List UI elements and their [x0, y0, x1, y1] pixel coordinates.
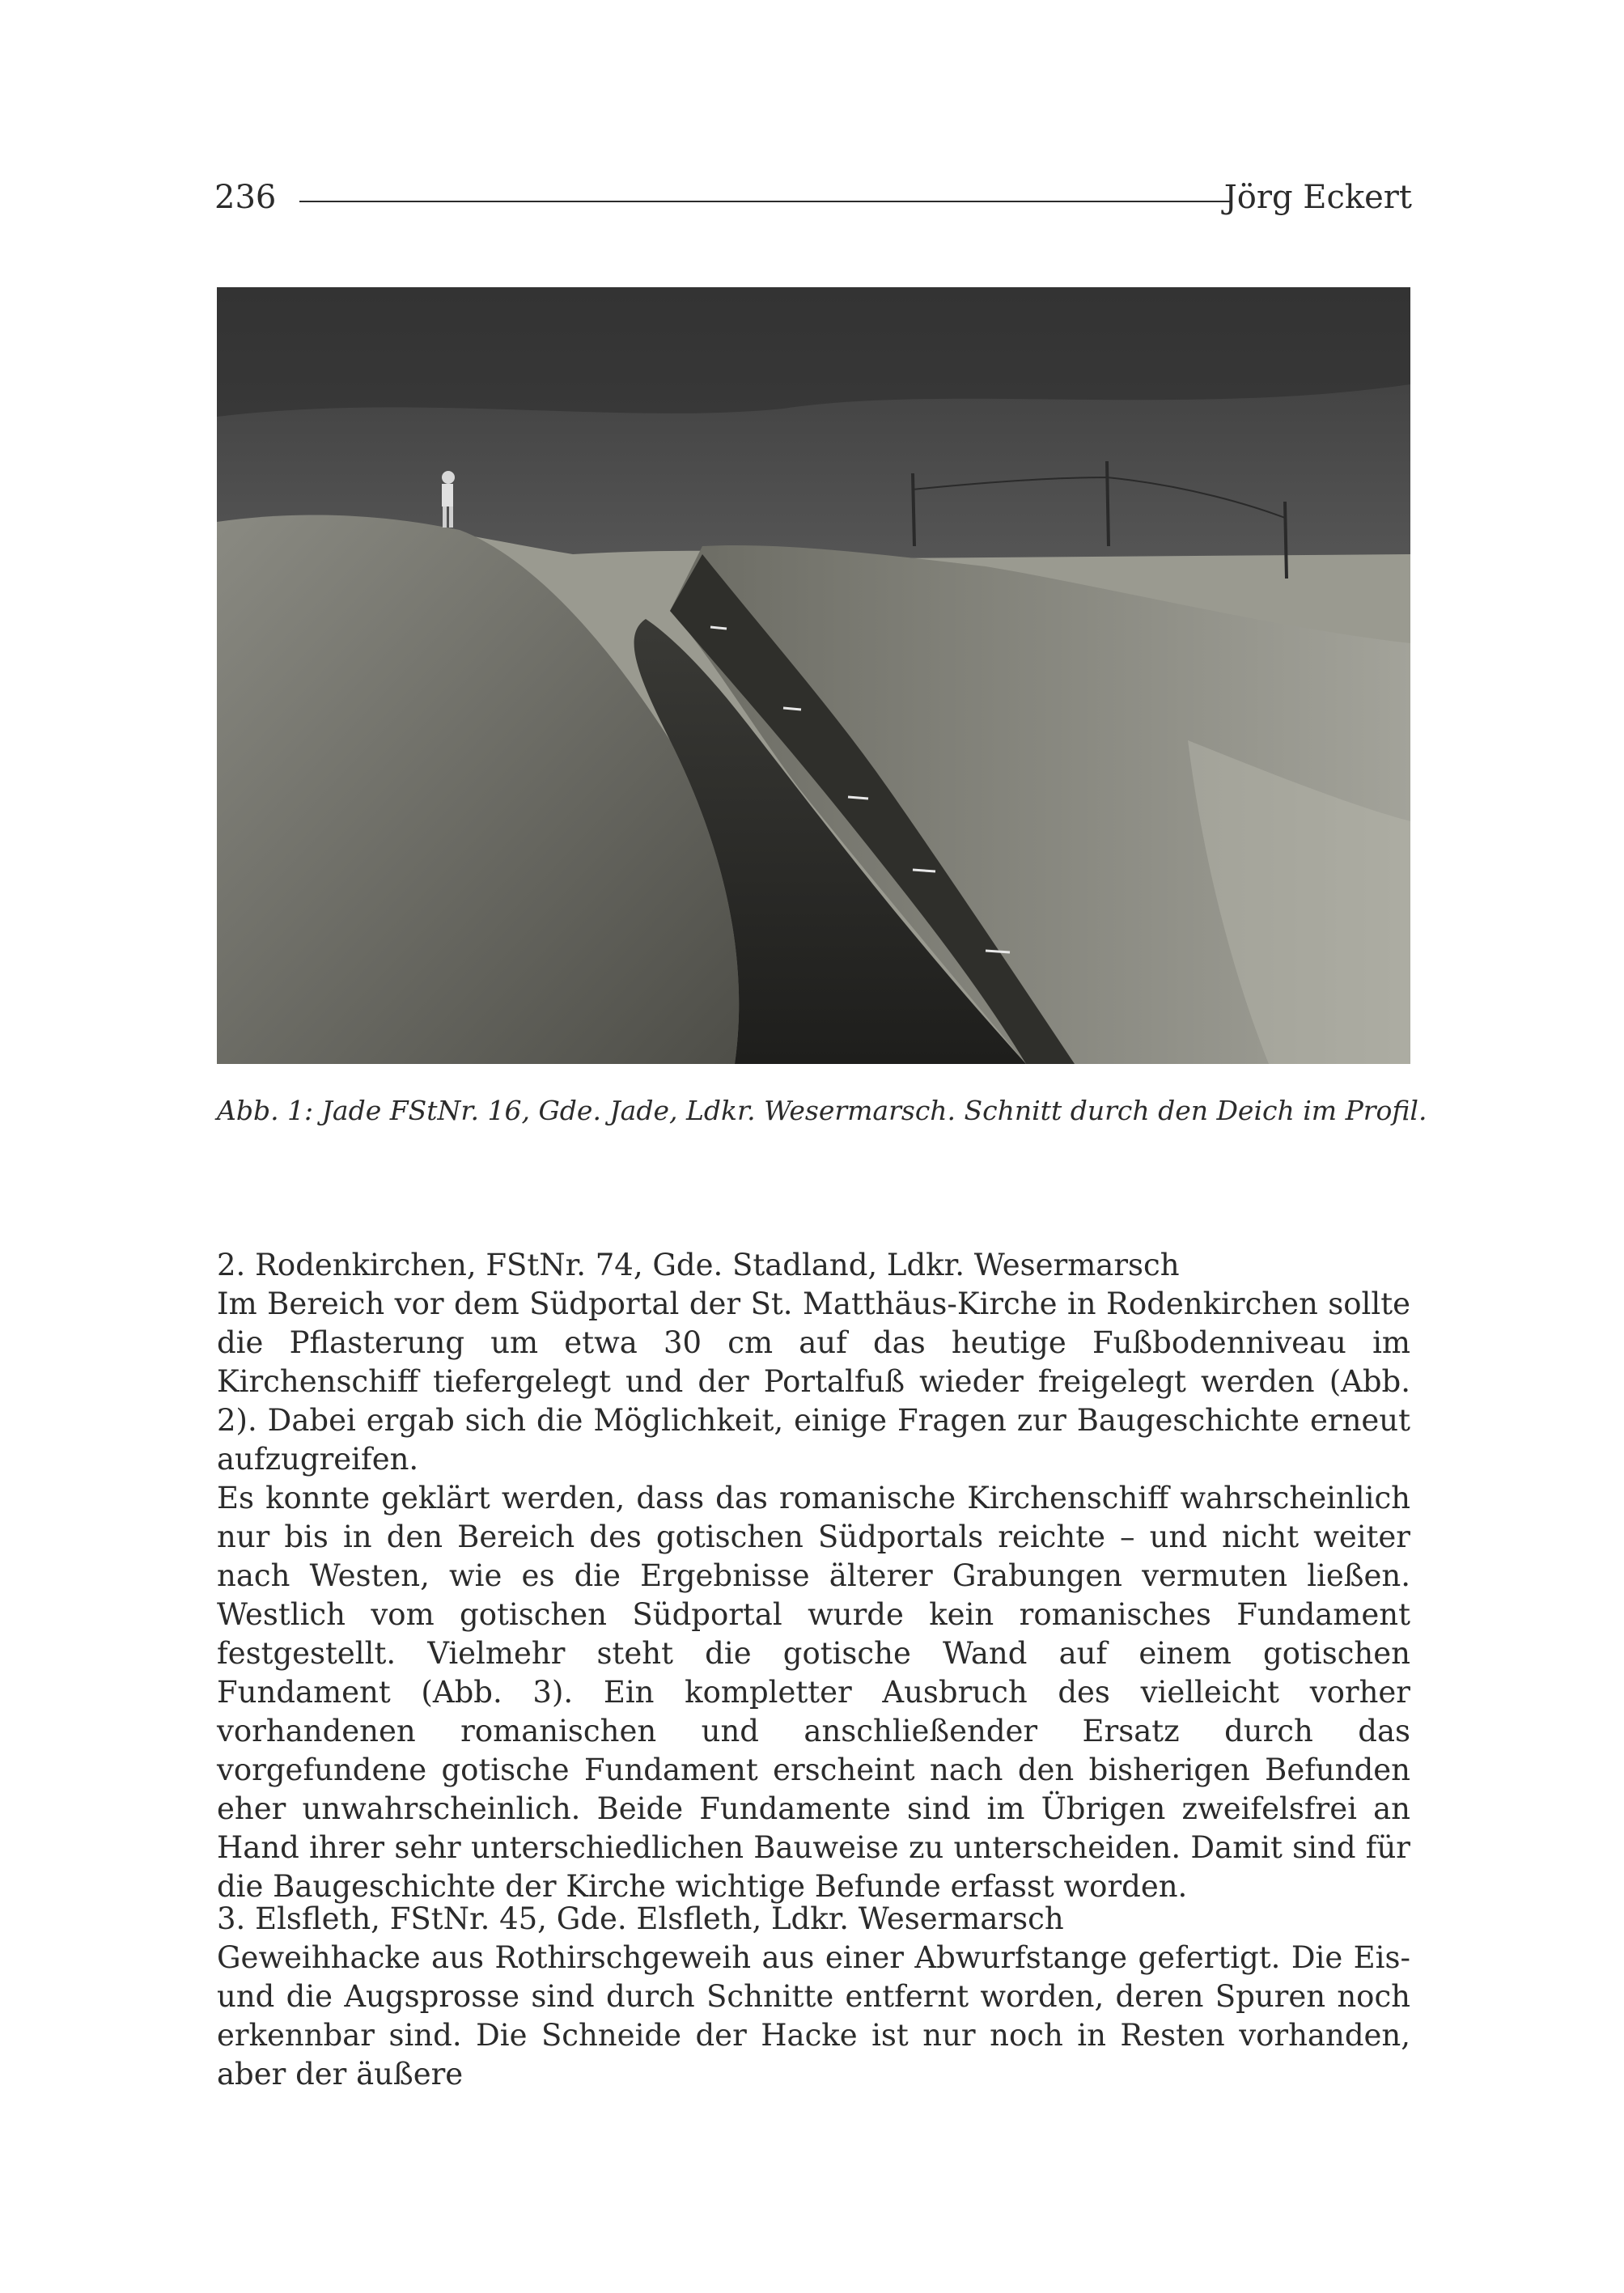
paragraph: Es konnte geklärt werden, dass das romanische Kirchenschiff wahrscheinlich nur bis in den Bereich des gotischen Südportals reichte – und nicht weiter nach Westen, wie es die Ergebnisse älterer Grabungen vermuten ließen. Westlich vom gotischen Südportal wurde kein romanisches Fundament festgestellt. Vielmehr steht die gotische Wand auf einem gotischen Fundament (Abb. 3). Ein kompletter Ausbruch des vielleicht vorher vorhandenen romanischen und anschließender Ersatz durch das vorgefundene gotische Fundament erscheint nach den bisherigen Befunden eher unwahrscheinlich. Beide Fundamente sind im Übrigen zweifelsfrei an Hand ihrer sehr unterschiedlichen Bauweise zu unterscheiden. Damit sind für die Baugeschichte der Kirche wichtige Befunde erfasst worden. [217, 1481, 1410, 1904]
section-rodenkirchen [217, 1246, 1410, 1906]
figure-caption: Abb. 1: Jade FStNr. 16, Gde. Jade, Ldkr. Wesermarsch. Schnitt durch den Deich im Profil. [217, 1095, 1427, 1126]
page-header [214, 176, 1412, 218]
page-number: 236 [214, 179, 277, 216]
dike-trench-photo [217, 287, 1410, 1064]
section-elsfleth [217, 1900, 1410, 2094]
storm-cloud [217, 287, 1410, 417]
paragraph: Im Bereich vor dem Südportal der St. Matthäus-Kirche in Rodenkirchen sollte die Pflasterung um etwa 30 cm auf das heutige Fußbodenniveau im Kirchenschiff tiefergelegt und der Portalfuß wieder freigelegt werden (Abb. 2). Dabei ergab sich die Möglichkeit, einige Fragen zur Baugeschichte erneut aufzugreifen. [217, 1286, 1410, 1477]
paragraph: Geweihhacke aus Rothirschgeweih aus einer Abwurfstange gefertigt. Die Eis- und die Augsprosse sind durch Schnitte entfernt worden, deren Spuren noch erkennbar sind. Die Schneide der Hacke ist nur noch in Resten vorhanden, aber der äußere [217, 1940, 1410, 2092]
header-rule [299, 201, 1230, 202]
section-heading: 3. Elsfleth, FStNr. 45, Gde. Elsfleth, Ldkr. Wesermarsch [217, 1901, 1064, 1936]
running-head: Jörg Eckert [1223, 179, 1412, 216]
section-heading: 2. Rodenkirchen, FStNr. 74, Gde. Stadland, Ldkr. Wesermarsch [217, 1248, 1180, 1282]
figure-photo-dike-trench [217, 287, 1410, 1064]
